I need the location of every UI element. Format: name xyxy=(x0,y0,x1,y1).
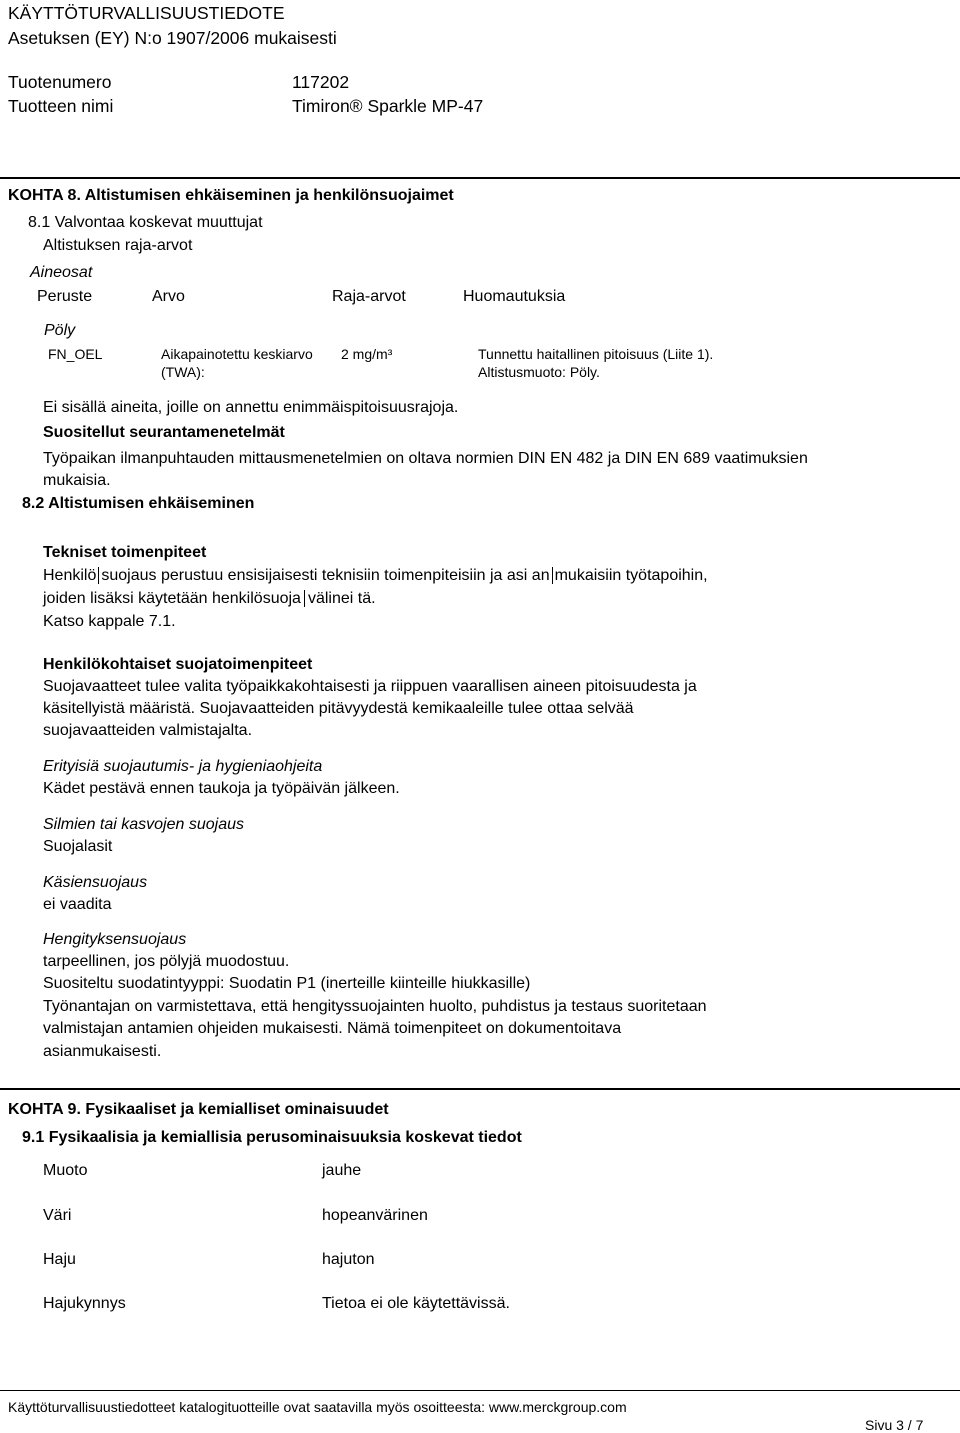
monitoring-text-line2: mukaisia. xyxy=(43,472,111,489)
personal-measures-line3: suojavaatteiden valmistajalta. xyxy=(43,722,253,739)
exposure-limits-title: Altistuksen raja-arvot xyxy=(43,237,193,254)
property-label: Haju xyxy=(43,1251,76,1268)
respiratory-protection-title: Hengityksensuojaus xyxy=(43,931,187,948)
row-remark-line1: Tunnettu haitallinen pitoisuus (Liite 1). xyxy=(478,346,714,362)
page-number: Sivu 3 / 7 xyxy=(865,1417,924,1433)
technical-measures-line2: joiden lisäksi käytetään henkilösuoja välinei tä. xyxy=(43,590,376,607)
hygiene-title: Erityisiä suojautumis- ja hygieniaohjeita xyxy=(43,758,323,775)
section8-1-title: 8.1 Valvontaa koskevat muuttujat xyxy=(28,214,263,231)
section-divider xyxy=(0,177,960,179)
row-basis: FN_OEL xyxy=(48,346,103,362)
substance-name: Pöly xyxy=(44,322,76,339)
personal-measures-line2: käsitellyistä määristä. Suojavaatteiden pitävyydestä kemikaaleille tulee ottaa selvää xyxy=(43,700,634,717)
property-value: hajuton xyxy=(322,1251,375,1268)
table-header-remarks: Huomautuksia xyxy=(463,288,566,305)
hand-protection-text: ei vaadita xyxy=(43,896,112,913)
technical-measures-line3: Katso kappale 7.1. xyxy=(43,613,176,630)
row-remark-line2: Altistusmuoto: Pöly. xyxy=(478,364,600,380)
table-header-limits: Raja-arvot xyxy=(332,288,406,305)
property-label: Väri xyxy=(43,1207,72,1224)
property-label: Hajukynnys xyxy=(43,1295,126,1312)
eye-protection-title: Silmien tai kasvojen suojaus xyxy=(43,816,244,833)
eye-protection-text: Suojalasit xyxy=(43,838,113,855)
property-label: Muoto xyxy=(43,1162,88,1179)
product-number: 117202 xyxy=(292,72,350,92)
row-value-line1: Aikapainotettu keskiarvo xyxy=(161,346,313,362)
respiratory-line5: asianmukaisesti. xyxy=(43,1043,162,1060)
document-title: KÄYTTÖTURVALLISUUSTIEDOTE xyxy=(8,3,285,23)
no-limits-note: Ei sisällä aineita, joille on annettu enimmäispitoisuusrajoja. xyxy=(43,399,459,416)
respiratory-line1: tarpeellinen, jos pölyjä muodostuu. xyxy=(43,953,290,970)
footer-divider xyxy=(0,1390,960,1391)
respiratory-line3: Työnantajan on varmistettava, että hengityssuojainten huolto, puhdistus ja testaus suoritetaan xyxy=(43,998,707,1015)
section8-title: KOHTA 8. Altistumisen ehkäiseminen ja henkilönsuojaimet xyxy=(8,187,454,204)
monitoring-title: Suositellut seurantamenetelmät xyxy=(43,424,285,441)
product-name: Timiron® Sparkle MP-47 xyxy=(292,96,484,116)
property-value: jauhe xyxy=(322,1162,362,1179)
footer-note: Käyttöturvallisuustiedotteet katalogituotteille ovat saatavilla myös osoitteesta: www.merckgroup.com xyxy=(8,1399,627,1415)
section9-title: KOHTA 9. Fysikaaliset ja kemialliset ominaisuudet xyxy=(8,1101,389,1118)
property-value: hopeanvärinen xyxy=(322,1207,428,1224)
technical-measures-title: Tekniset toimenpiteet xyxy=(43,544,207,561)
ingredients-label: Aineosat xyxy=(30,264,93,281)
personal-measures-line1: Suojavaatteet tulee valita työpaikkakohtaisesti ja riippuen vaarallisen aineen pitoisuudesta ja xyxy=(43,678,697,695)
monitoring-text-line1: Työpaikan ilmanpuhtauden mittausmenetelmien on oltava normien DIN EN 482 ja DIN EN 689 vaatimuksien xyxy=(43,450,808,467)
section9-1-title: 9.1 Fysikaalisia ja kemiallisia perusominaisuuksia koskevat tiedot xyxy=(22,1129,522,1146)
row-limit: 2 mg/m³ xyxy=(341,346,393,362)
hand-protection-title: Käsiensuojaus xyxy=(43,874,148,891)
property-value: Tietoa ei ole käytettävissä. xyxy=(322,1295,510,1312)
regulation-text: Asetuksen (EY) N:o 1907/2006 mukaisesti xyxy=(8,28,337,48)
section8-2-title: 8.2 Altistumisen ehkäiseminen xyxy=(22,495,255,512)
respiratory-line4: valmistajan antamien ohjeiden mukaisesti. Nämä toimenpiteet on dokumentoitava xyxy=(43,1020,622,1037)
product-name-label: Tuotteen nimi xyxy=(8,96,114,116)
technical-measures-line1: Henkilö suojaus perustuu ensisijaisesti teknisiin toimenpiteisiin ja asi an mukaisiin työtapoihin, xyxy=(43,567,708,584)
section-divider xyxy=(0,1088,960,1090)
product-number-label: Tuotenumero xyxy=(8,72,112,92)
table-header-basis: Peruste xyxy=(37,288,93,305)
personal-measures-title: Henkilökohtaiset suojatoimenpiteet xyxy=(43,656,313,673)
hygiene-text: Kädet pestävä ennen taukoja ja työpäivän jälkeen. xyxy=(43,780,400,797)
table-header-value: Arvo xyxy=(152,288,185,305)
respiratory-line2: Suositeltu suodatintyyppi: Suodatin P1 (inerteille kiinteille hiukkasille) xyxy=(43,975,531,992)
row-value-line2: (TWA): xyxy=(161,364,205,380)
